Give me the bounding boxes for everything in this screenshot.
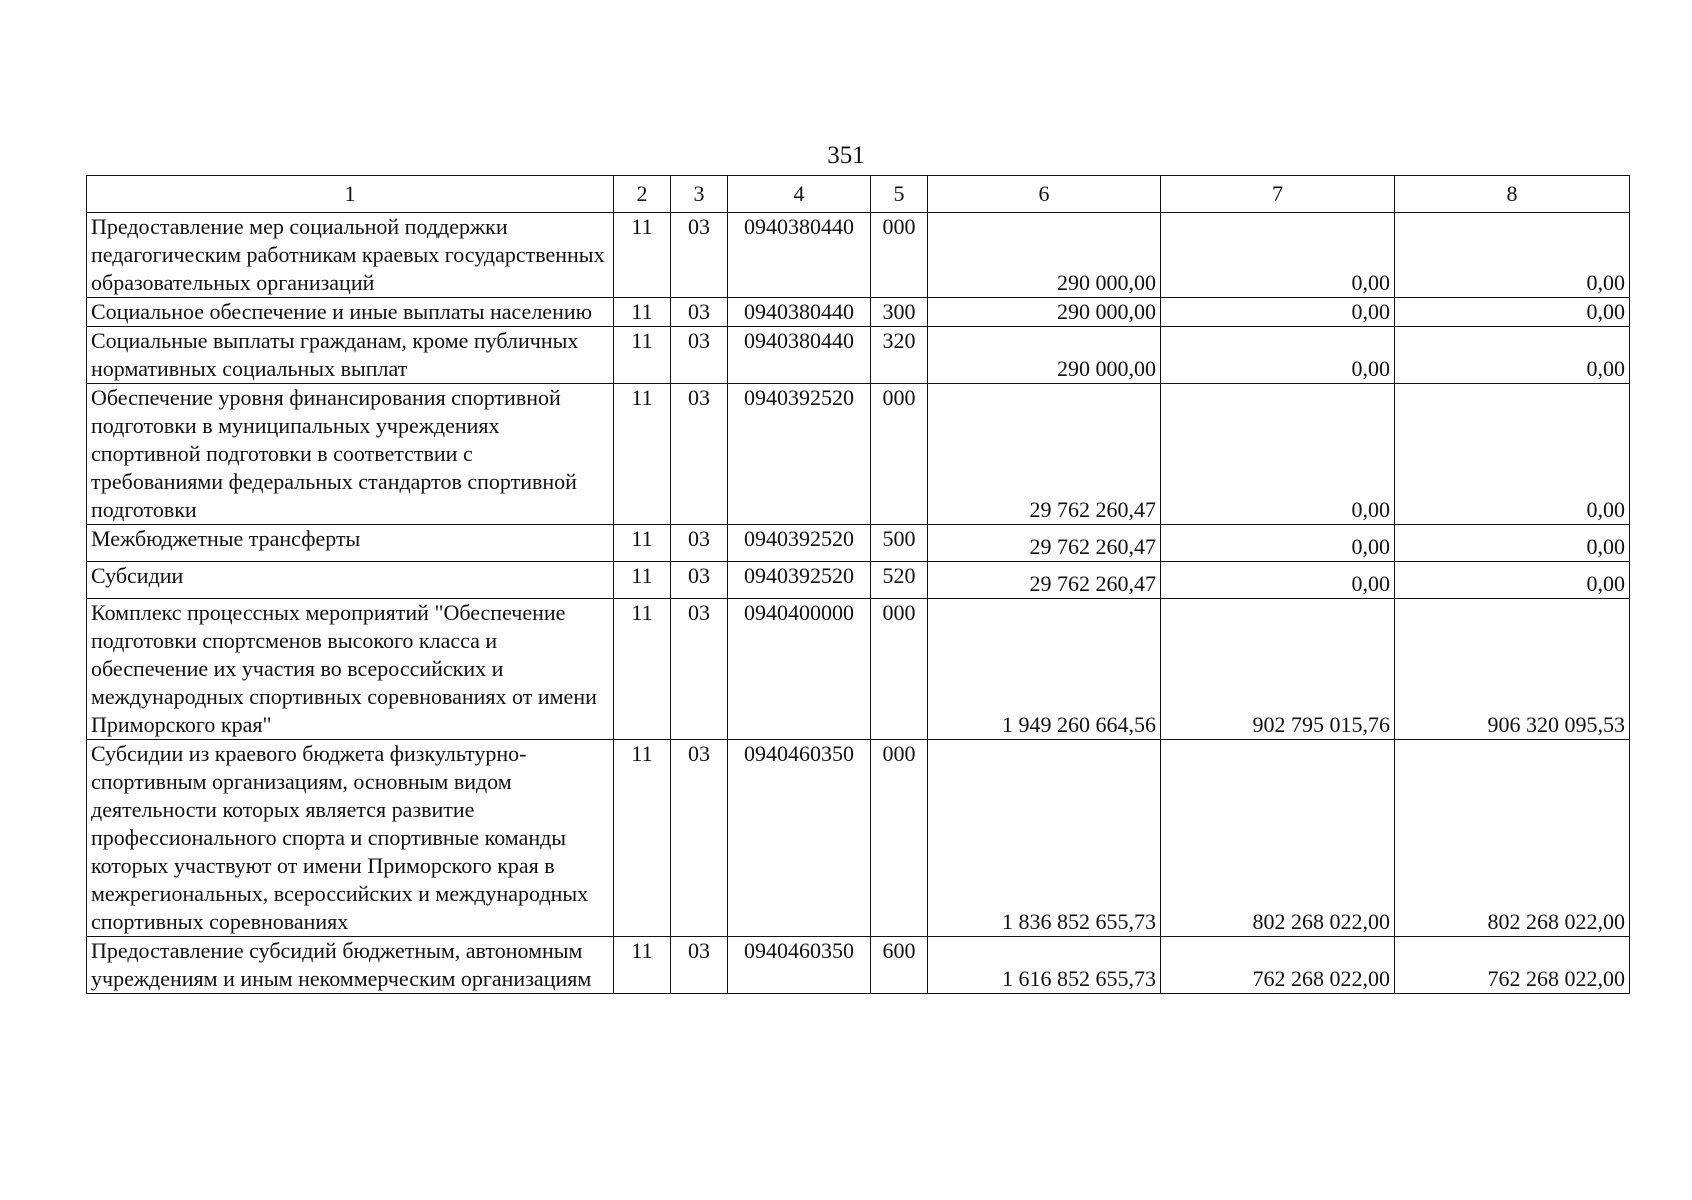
row-section: 11 xyxy=(614,525,671,562)
column-header: 8 xyxy=(1395,176,1630,213)
row-section: 11 xyxy=(614,740,671,937)
table-row xyxy=(87,384,1630,525)
column-header: 3 xyxy=(671,176,728,213)
table-row xyxy=(87,213,1630,298)
row-amount-8: 762 268 022,00 xyxy=(1395,937,1630,994)
row-target-code: 0940380440 xyxy=(728,298,871,327)
column-header: 7 xyxy=(1161,176,1395,213)
row-subsection: 03 xyxy=(671,740,728,937)
row-target-code: 0940460350 xyxy=(728,937,871,994)
row-expense-type: 000 xyxy=(871,599,928,740)
row-section: 11 xyxy=(614,599,671,740)
table-row xyxy=(87,327,1630,384)
row-name: Социальное обеспечение и иные выплаты населению xyxy=(87,298,614,327)
table-row xyxy=(87,740,1630,937)
row-name: Субсидии xyxy=(87,562,614,599)
row-amount-8: 0,00 xyxy=(1395,213,1630,298)
row-expense-type: 000 xyxy=(871,384,928,525)
row-name: Обеспечение уровня финансирования спортивной подготовки в муниципальных учреждениях спортивной подготовки в соответствии с требованиями федеральных стандартов спортивной подготовки xyxy=(87,384,614,525)
row-expense-type: 000 xyxy=(871,740,928,937)
row-section: 11 xyxy=(614,213,671,298)
row-amount-8: 802 268 022,00 xyxy=(1395,740,1630,937)
row-amount-6: 290 000,00 xyxy=(928,327,1161,384)
row-name: Межбюджетные трансферты xyxy=(87,525,614,562)
row-amount-8: 0,00 xyxy=(1395,562,1630,599)
row-name: Предоставление мер социальной поддержки педагогическим работникам краевых государственных образовательных организаций xyxy=(87,213,614,298)
table-row xyxy=(87,562,1630,599)
row-amount-7: 0,00 xyxy=(1161,384,1395,525)
row-amount-7: 0,00 xyxy=(1161,327,1395,384)
table-row xyxy=(87,599,1630,740)
row-amount-6: 29 762 260,47 xyxy=(928,562,1161,599)
row-subsection: 03 xyxy=(671,298,728,327)
row-amount-6: 290 000,00 xyxy=(928,298,1161,327)
row-name: Предоставление субсидий бюджетным, автономным учреждениям и иным некоммерческим организациям xyxy=(87,937,614,994)
row-expense-type: 500 xyxy=(871,525,928,562)
column-header: 4 xyxy=(728,176,871,213)
row-target-code: 0940380440 xyxy=(728,327,871,384)
row-target-code: 0940392520 xyxy=(728,525,871,562)
row-amount-7: 902 795 015,76 xyxy=(1161,599,1395,740)
budget-table xyxy=(86,175,1630,994)
row-target-code: 0940460350 xyxy=(728,740,871,937)
row-section: 11 xyxy=(614,298,671,327)
row-section: 11 xyxy=(614,384,671,525)
row-expense-type: 000 xyxy=(871,213,928,298)
row-target-code: 0940392520 xyxy=(728,562,871,599)
row-name: Комплекс процессных мероприятий "Обеспечение подготовки спортсменов высокого класса и обеспечение их участия во всероссийских и международных спортивных соревнованиях от имени Приморского края" xyxy=(87,599,614,740)
row-amount-6: 1 836 852 655,73 xyxy=(928,740,1161,937)
row-target-code: 0940380440 xyxy=(728,213,871,298)
row-amount-7: 762 268 022,00 xyxy=(1161,937,1395,994)
row-amount-7: 0,00 xyxy=(1161,213,1395,298)
row-amount-7: 0,00 xyxy=(1161,562,1395,599)
row-target-code: 0940392520 xyxy=(728,384,871,525)
row-section: 11 xyxy=(614,562,671,599)
row-subsection: 03 xyxy=(671,562,728,599)
row-subsection: 03 xyxy=(671,384,728,525)
row-amount-8: 0,00 xyxy=(1395,525,1630,562)
row-amount-8: 0,00 xyxy=(1395,298,1630,327)
row-amount-8: 906 320 095,53 xyxy=(1395,599,1630,740)
row-amount-8: 0,00 xyxy=(1395,384,1630,525)
row-subsection: 03 xyxy=(671,213,728,298)
table-row xyxy=(87,937,1630,994)
column-header: 1 xyxy=(87,176,614,213)
row-amount-7: 0,00 xyxy=(1161,298,1395,327)
row-amount-6: 290 000,00 xyxy=(928,213,1161,298)
row-expense-type: 300 xyxy=(871,298,928,327)
row-expense-type: 320 xyxy=(871,327,928,384)
row-amount-6: 29 762 260,47 xyxy=(928,525,1161,562)
row-name: Социальные выплаты гражданам, кроме публичных нормативных социальных выплат xyxy=(87,327,614,384)
row-subsection: 03 xyxy=(671,327,728,384)
table-row xyxy=(87,525,1630,562)
row-amount-6: 1 949 260 664,56 xyxy=(928,599,1161,740)
row-amount-7: 0,00 xyxy=(1161,525,1395,562)
row-amount-8: 0,00 xyxy=(1395,327,1630,384)
row-expense-type: 520 xyxy=(871,562,928,599)
row-target-code: 0940400000 xyxy=(728,599,871,740)
row-name: Субсидии из краевого бюджета физкультурно-спортивным организациям, основным видом деятельности которых является развитие профессионального спорта и спортивные команды которых участвуют от имени Приморского края в межрегиональных, всероссийских и международных спортивных соревнованиях xyxy=(87,740,614,937)
row-subsection: 03 xyxy=(671,599,728,740)
row-amount-6: 29 762 260,47 xyxy=(928,384,1161,525)
row-subsection: 03 xyxy=(671,937,728,994)
column-header: 5 xyxy=(871,176,928,213)
row-amount-7: 802 268 022,00 xyxy=(1161,740,1395,937)
row-section: 11 xyxy=(614,937,671,994)
column-number-row xyxy=(87,176,1630,213)
column-header: 6 xyxy=(928,176,1161,213)
row-subsection: 03 xyxy=(671,525,728,562)
row-expense-type: 600 xyxy=(871,937,928,994)
row-section: 11 xyxy=(614,327,671,384)
column-header: 2 xyxy=(614,176,671,213)
page-number: 351 xyxy=(827,142,865,169)
table-row xyxy=(87,298,1630,327)
row-amount-6: 1 616 852 655,73 xyxy=(928,937,1161,994)
